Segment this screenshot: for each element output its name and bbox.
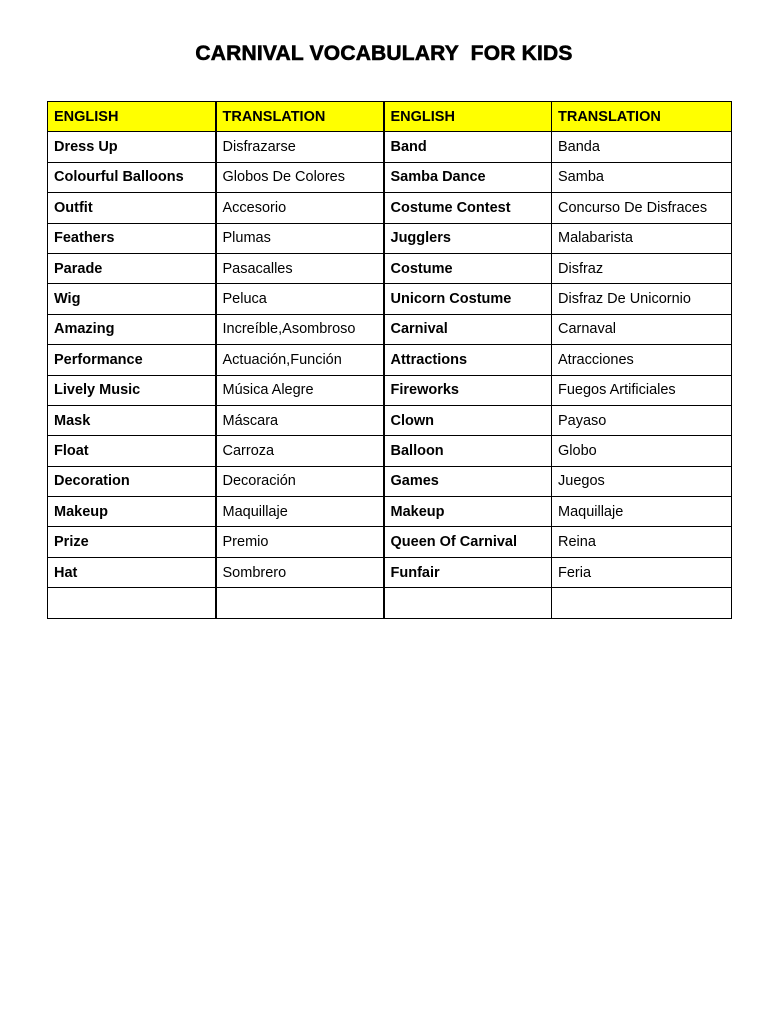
translation-cell: Juegos	[552, 466, 732, 496]
english-word-cell: Band	[384, 132, 552, 162]
english-word-cell: Clown	[384, 405, 552, 435]
translation-cell: Accesorio	[216, 193, 384, 223]
translation-cell	[552, 588, 732, 618]
table-row	[48, 405, 732, 435]
english-word-cell: Parade	[48, 253, 216, 283]
translation-cell: Premio	[216, 527, 384, 557]
table-row	[48, 436, 732, 466]
translation-cell: Disfrazarse	[216, 132, 384, 162]
english-word-cell: Funfair	[384, 557, 552, 587]
table-row	[48, 588, 732, 618]
translation-cell: Decoración	[216, 466, 384, 496]
english-word-cell: Float	[48, 436, 216, 466]
english-word-cell: Costume	[384, 253, 552, 283]
translation-cell: Atracciones	[552, 345, 732, 375]
translation-cell: Malabarista	[552, 223, 732, 253]
table-row	[48, 162, 732, 192]
english-word-cell: Outfit	[48, 193, 216, 223]
english-word-cell: Games	[384, 466, 552, 496]
english-word-cell: Carnival	[384, 314, 552, 344]
translation-cell: Sombrero	[216, 557, 384, 587]
translation-cell: Reina	[552, 527, 732, 557]
translation-cell: Banda	[552, 132, 732, 162]
english-word-cell: Colourful Balloons	[48, 162, 216, 192]
translation-cell: Globo	[552, 436, 732, 466]
column-header-translation: TRANSLATION	[216, 102, 384, 132]
translation-cell: Música Alegre	[216, 375, 384, 405]
english-word-cell	[48, 588, 216, 618]
translation-cell: Carnaval	[552, 314, 732, 344]
translation-cell: Peluca	[216, 284, 384, 314]
english-word-cell: Decoration	[48, 466, 216, 496]
translation-cell: Pasacalles	[216, 253, 384, 283]
table-row	[48, 466, 732, 496]
english-word-cell: Prize	[48, 527, 216, 557]
translation-cell: Feria	[552, 557, 732, 587]
translation-cell: Disfraz	[552, 253, 732, 283]
table-row	[48, 132, 732, 162]
column-header-translation: TRANSLATION	[552, 102, 732, 132]
english-word-cell: Makeup	[48, 497, 216, 527]
english-word-cell: Amazing	[48, 314, 216, 344]
table-body	[48, 132, 732, 618]
column-header-english: ENGLISH	[48, 102, 216, 132]
english-word-cell: Hat	[48, 557, 216, 587]
translation-cell: Payaso	[552, 405, 732, 435]
table-header-row	[48, 102, 732, 132]
translation-cell: Plumas	[216, 223, 384, 253]
english-word-cell: Dress Up	[48, 132, 216, 162]
english-word-cell: Costume Contest	[384, 193, 552, 223]
table-row	[48, 375, 732, 405]
english-word-cell: Lively Music	[48, 375, 216, 405]
translation-cell: Carroza	[216, 436, 384, 466]
table-row	[48, 253, 732, 283]
translation-cell: Maquillaje	[216, 497, 384, 527]
translation-cell: Actuación,Función	[216, 345, 384, 375]
column-header-english: ENGLISH	[384, 102, 552, 132]
english-word-cell: Unicorn Costume	[384, 284, 552, 314]
english-word-cell: Performance	[48, 345, 216, 375]
table-row	[48, 345, 732, 375]
english-word-cell: Balloon	[384, 436, 552, 466]
table-row	[48, 314, 732, 344]
english-word-cell: Jugglers	[384, 223, 552, 253]
translation-cell: Samba	[552, 162, 732, 192]
table-row	[48, 193, 732, 223]
english-word-cell	[384, 588, 552, 618]
vocabulary-table	[47, 101, 732, 619]
translation-cell: Disfraz De Unicornio	[552, 284, 732, 314]
translation-cell: Increíble,Asombroso	[216, 314, 384, 344]
english-word-cell: Makeup	[384, 497, 552, 527]
english-word-cell: Samba Dance	[384, 162, 552, 192]
english-word-cell: Queen Of Carnival	[384, 527, 552, 557]
table-row	[48, 284, 732, 314]
english-word-cell: Wig	[48, 284, 216, 314]
translation-cell: Maquillaje	[552, 497, 732, 527]
english-word-cell: Fireworks	[384, 375, 552, 405]
translation-cell: Concurso De Disfraces	[552, 193, 732, 223]
table-row	[48, 557, 732, 587]
translation-cell: Fuegos Artificiales	[552, 375, 732, 405]
table-row	[48, 527, 732, 557]
translation-cell	[216, 588, 384, 618]
page-title: CARNIVAL VOCABULARY FOR KIDS	[195, 42, 573, 65]
english-word-cell: Feathers	[48, 223, 216, 253]
table-row	[48, 223, 732, 253]
table-row	[48, 497, 732, 527]
translation-cell: Máscara	[216, 405, 384, 435]
english-word-cell: Mask	[48, 405, 216, 435]
english-word-cell: Attractions	[384, 345, 552, 375]
translation-cell: Globos De Colores	[216, 162, 384, 192]
